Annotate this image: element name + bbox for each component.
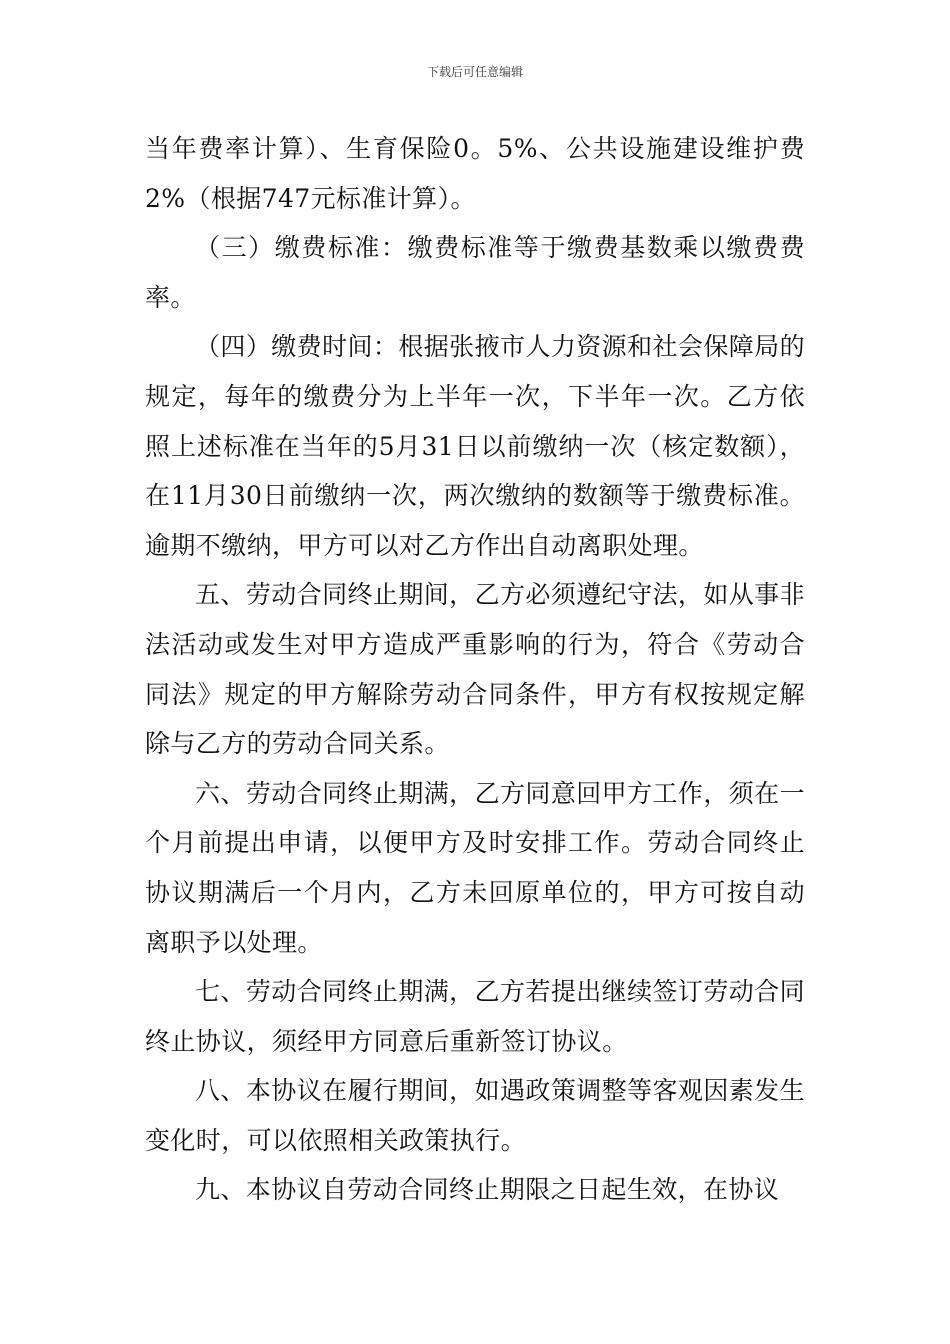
paragraph-clause-8: 八、本协议在履行期间，如遇政策调整等客观因素发生变化时，可以依照相关政策执行。 bbox=[145, 1076, 805, 1155]
page-header-note: 下载后可任意编辑 bbox=[426, 65, 523, 79]
paragraph-clause-9: 九、本协议自劳动合同终止期限之日起生效，在协议 bbox=[195, 1175, 780, 1205]
paragraph-clause-7: 七、劳动合同终止期满，乙方若提出继续签订劳动合同终止协议，须经甲方同意后重新签订协议。 bbox=[145, 977, 805, 1056]
paragraph-rates-continued: 当年费率计算）、生育保险0。5%、公共设施建设维护费2%（根据747元标准计算）。 bbox=[145, 134, 805, 213]
paragraph-clause-5: 五、劳动合同终止期间，乙方必须遵纪守法，如从事非法活动或发生对甲方造成严重影响的行为，符合《劳动合同法》规定的甲方解除劳动合同条件，甲方有权按规定解除与乙方的劳动合同关系。 bbox=[145, 580, 805, 759]
paragraph-payment-time: （四）缴费时间：根据张掖市人力资源和社会保障局的规定，每年的缴费分为上半年一次，下半年一次。乙方依照上述标准在当年的5月31日以前缴纳一次（核定数额），在11月30日前缴纳一次，两次缴纳的数额等于缴费标准。逾期不缴纳，甲方可以对乙方作出自动离职处理。 bbox=[145, 332, 805, 560]
document-body bbox=[145, 124, 805, 1215]
paragraph-clause-6: 六、劳动合同终止期满，乙方同意回甲方工作，须在一个月前提出申请，以便甲方及时安排工作。劳动合同终止协议期满后一个月内，乙方未回原单位的，甲方可按自动离职予以处理。 bbox=[145, 778, 805, 957]
paragraph-payment-standard: （三）缴费标准：缴费标准等于缴费基数乘以缴费费率。 bbox=[145, 233, 805, 312]
